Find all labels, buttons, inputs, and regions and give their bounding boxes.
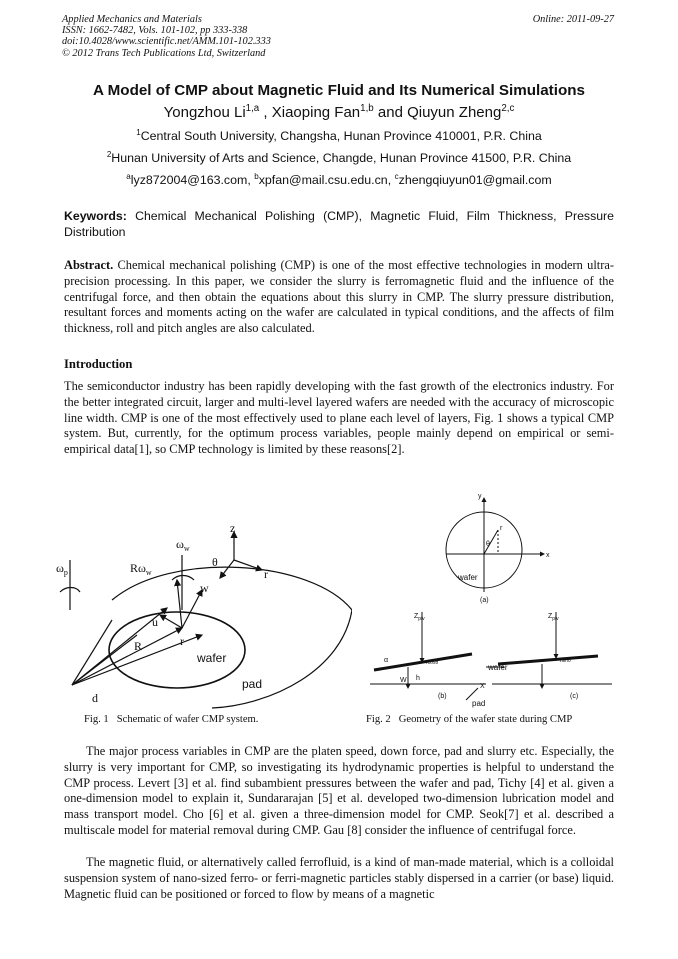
keywords bbox=[64, 208, 614, 240]
author-sep: and bbox=[373, 104, 408, 121]
label-theta: θ bbox=[212, 555, 218, 569]
label-rsin: rsinθ bbox=[560, 658, 571, 664]
section-heading-introduction: Introduction bbox=[64, 357, 133, 371]
body-paragraph-1: The major process variables in CMP are the platen speed, down force, pad and slurry etc. Especially, the slurry is very important for CMP, so investigating its hydrodynamic properties is helpful to understand the CMP process. Levert [3] et al. find subambient pressures between the wafer and pad, Tichy [4] et al. given a one-dimension model to explain it, Sundararajan [5] et al. developed two-dimension lubrication model and mass transport model. Cho [6] et al. given a three-dimension model for CMP. Seok[7] et al. described a multiscale model for material removal during CMP. Gau [8] consider the influence of centrifugal force. bbox=[64, 744, 614, 837]
label-zpiv-b: $Z_{piv}$ bbox=[414, 613, 425, 622]
coord-theta bbox=[220, 560, 234, 578]
author-sep: , bbox=[259, 104, 272, 121]
copyright: © 2012 Trans Tech Publications Ltd, Switzerland bbox=[62, 47, 266, 59]
label-X: X bbox=[480, 683, 485, 690]
affiliation-1 bbox=[0, 129, 678, 143]
wafer-c bbox=[498, 656, 598, 664]
label-R: R bbox=[134, 639, 143, 653]
abstract-label: Abstract. bbox=[64, 258, 114, 272]
label-W: W bbox=[400, 677, 407, 684]
label-w: w bbox=[200, 581, 209, 595]
caption-number: Fig. 1 bbox=[84, 714, 109, 725]
vector-romega bbox=[177, 580, 182, 628]
figure-2-wafer-geometry bbox=[362, 492, 618, 712]
wafer-circle bbox=[109, 612, 245, 688]
rotation-arrow-w bbox=[172, 576, 194, 581]
journal-name: Applied Mechanics and Materials bbox=[62, 14, 202, 25]
wafer-b bbox=[374, 654, 472, 670]
email-list bbox=[0, 173, 678, 187]
label-wafer: wafer bbox=[197, 651, 227, 665]
label-theta-fig2: θ bbox=[486, 541, 490, 548]
author-name: Qiuyun Zheng bbox=[407, 104, 502, 121]
affiliation-2 bbox=[0, 151, 678, 165]
author-sup: 1,a bbox=[245, 103, 260, 114]
email-link[interactable]: lyz872004@163.com, bbox=[130, 173, 255, 187]
doi: doi:10.4028/www.scientific.net/AMM.101-102.333 bbox=[62, 36, 271, 48]
label-y: y bbox=[478, 493, 482, 500]
online-date: Online: 2011-09-27 bbox=[532, 14, 614, 25]
label-wafer-top: wafer bbox=[458, 573, 478, 582]
author-name: Yongzhou Li bbox=[163, 104, 246, 121]
caption-text: Geometry of the wafer state during CMP bbox=[398, 714, 573, 725]
affiliation-sup: 1 bbox=[136, 127, 141, 137]
keywords-label: Keywords: bbox=[64, 209, 127, 223]
abstract bbox=[64, 258, 614, 337]
label-d: d bbox=[92, 691, 98, 705]
keywords-text: Chemical Mechanical Polishing (CMP), Magnetic Fluid, Film Thickness, Pressure Distribution bbox=[64, 209, 614, 239]
email-sup: c bbox=[394, 171, 399, 181]
label-r-fig2: r bbox=[500, 525, 503, 532]
figure-1-caption bbox=[84, 714, 266, 725]
author-name: Xiaoping Fan bbox=[271, 104, 361, 121]
figure-2-caption bbox=[366, 714, 580, 725]
abstract-text: Chemical mechanical polishing (CMP) is one of the most effective technologies in modern ultra-precision processing. In this paper, we consider the slurry is ferromagnetic fluid and the influence of the centrifugal force, and then obtain the equations about this slurry in CMP. The slurry pressure distribution, resultant forces and moments acting on the wafer are calculated in typical conditions, and the affects of film thickness, roll and pitch angles are also calculated. bbox=[64, 258, 614, 336]
caption-number: Fig. 2 bbox=[366, 714, 391, 725]
label-r-omega: $R\omega_w$ bbox=[130, 561, 152, 577]
intro-paragraph: The semiconductor industry has been rapidly developing with the fast growth of the electronics industry. For the better integrated circuit, larger and multi-level layered wafers are needed with the accuracy of microscopic line width. CMP is one of the most effectively used to plane each level of layers, Fig. 1 shows a typical CMP system. But, currently, for the optimum process variables, people mainly depend on empirical or semi-empirical data[1], so CMP technology is limited by these reasons[2]. bbox=[64, 379, 614, 457]
affiliation-text: Central South University, Changsha, Hunan Province 410001, P.R. China bbox=[140, 129, 542, 143]
affiliation-text: Hunan University of Arts and Science, Changde, Hunan Province 41500, P.R. China bbox=[111, 151, 572, 165]
caption-text: Schematic of wafer CMP system. bbox=[116, 714, 259, 725]
label-rcos: rcosθ bbox=[426, 660, 439, 666]
label-omega-w: $\omega_w$ bbox=[176, 537, 190, 553]
email-link[interactable]: zhengqiuyun01@gmail.com bbox=[398, 173, 552, 187]
affiliation-sup: 2 bbox=[106, 149, 112, 159]
label-a: (a) bbox=[480, 597, 489, 604]
journal-header bbox=[62, 14, 271, 59]
author-sup: 1,b bbox=[360, 103, 374, 114]
label-alpha: α bbox=[384, 657, 389, 664]
label-wafer-side: wafer bbox=[488, 663, 508, 672]
email-sup: a bbox=[126, 171, 131, 181]
author-list bbox=[0, 104, 678, 121]
paper-title: A Model of CMP about Magnetic Fluid and Its Numerical Simulations bbox=[93, 82, 585, 99]
label-pad: pad bbox=[472, 699, 486, 708]
label-u: u bbox=[152, 615, 158, 629]
email-sup: b bbox=[254, 171, 259, 181]
vector-u bbox=[160, 615, 182, 628]
issn: ISSN: 1662-7482, Vols. 101-102, pp 333-338 bbox=[62, 25, 248, 37]
figure-1-cmp-system bbox=[52, 520, 352, 710]
email-link[interactable]: xpfan@mail.csu.edu.cn, bbox=[258, 173, 395, 187]
label-zpiv-c: $Z_{piv}$ bbox=[548, 613, 559, 622]
author-sup: 2,c bbox=[501, 103, 515, 114]
label-pad: pad bbox=[242, 677, 263, 691]
label-b: (b) bbox=[438, 693, 447, 700]
label-r: r bbox=[180, 634, 184, 648]
label-z: z bbox=[230, 521, 236, 535]
label-omega-p: $\omega_p$ bbox=[56, 561, 68, 577]
body-paragraph-2: The magnetic fluid, or alternatively called ferrofluid, is a kind of man-made material, which is a colloidal suspension system of nano-sized ferro- or ferri-magnetic particles stably dispersed in a carrier (or base) liquid. Magnetic fluid can be positioned or forced to flow by means of a magnetic bbox=[64, 855, 614, 901]
vector-w bbox=[182, 590, 202, 628]
label-x: x bbox=[546, 552, 550, 559]
label-c: (c) bbox=[570, 693, 579, 700]
pad-outline-lower bbox=[212, 610, 352, 708]
label-coord-r: r bbox=[264, 567, 268, 581]
label-h: h bbox=[416, 675, 420, 682]
